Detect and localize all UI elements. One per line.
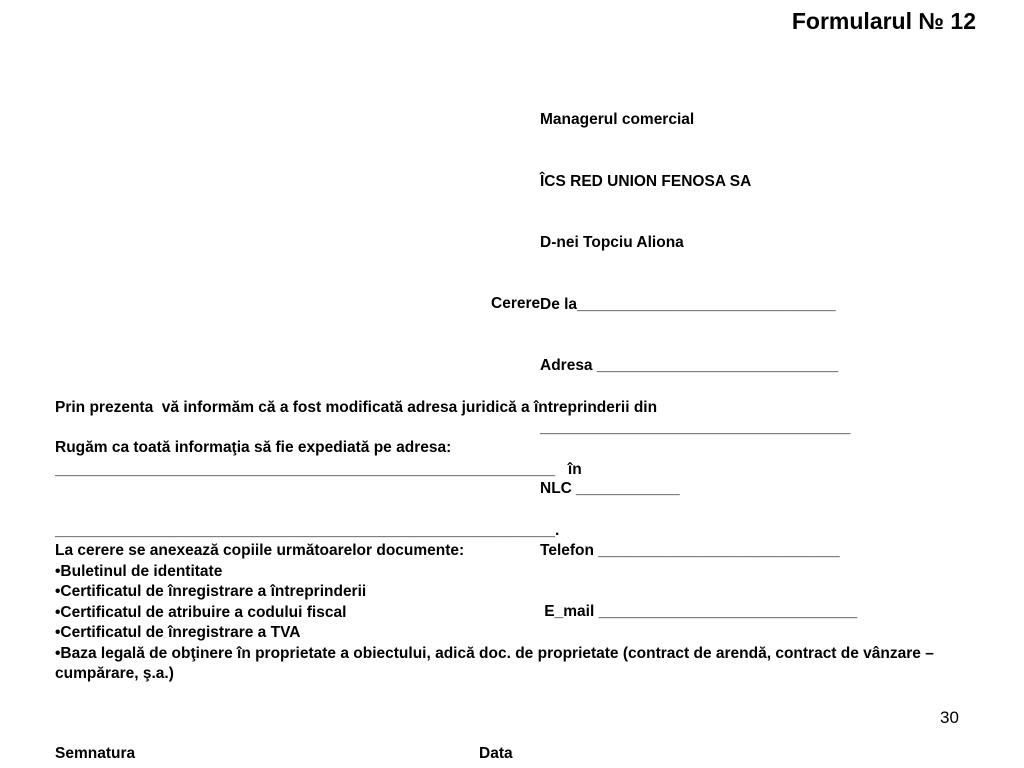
annex-item-ownership-basis: •Baza legală de obţinere în proprietate a obiectului, adică doc. de proprietate (contract de arendă, contract de vânzare – cumpărare, ş.a.) — [55, 644, 934, 682]
annex-item-id-card: •Buletinul de identitate — [55, 562, 223, 580]
nlc-field: NLC ____________ — [540, 480, 680, 497]
phone-field: Telefon ____________________________ — [540, 541, 840, 559]
new-address-line: __________________________________________________________. — [55, 522, 560, 539]
page-number: 30 — [940, 708, 959, 727]
notification-line: Prin prezenta vă informăm că a fost modificată adresa juridică a întreprinderii din — [55, 399, 658, 416]
addressee-name: D-nei Topciu Aliona — [540, 234, 684, 251]
annex-item-fiscal-code-certificate: •Certificatul de atribuire a codului fiscal — [55, 603, 347, 621]
addressee-position: Managerul comercial — [540, 111, 695, 128]
request-text: Rugăm ca toată informaţia să fie expediată pe adresa: — [55, 439, 452, 456]
annex-intro: La cerere se anexează copiile următoarelor documente: — [55, 542, 465, 559]
address-field: Adresa ____________________________ — [540, 357, 839, 374]
date-label: Data — [479, 745, 513, 762]
address-field-continuation: ____________________________________ — [540, 418, 851, 436]
addressee-company: ÎCS RED UNION FENOSA SA — [540, 172, 752, 190]
form-title: Formularul № 12 — [791, 8, 976, 34]
email-field: E_mail ______________________________ — [540, 603, 858, 620]
annex-list — [55, 562, 955, 685]
annex-item-registration-certificate: •Certificatul de înregistrare a întreprinderii — [55, 583, 367, 600]
sender-field: De la______________________________ — [540, 295, 836, 313]
annex-section — [55, 541, 955, 685]
document-heading: Cerere — [491, 295, 541, 312]
signature-label: Semnatura — [55, 745, 136, 762]
annex-item-vat-certificate: •Certificatul de înregistrare a TVA — [55, 624, 301, 641]
old-address-line: __________________________________________________________ în — [55, 460, 582, 478]
